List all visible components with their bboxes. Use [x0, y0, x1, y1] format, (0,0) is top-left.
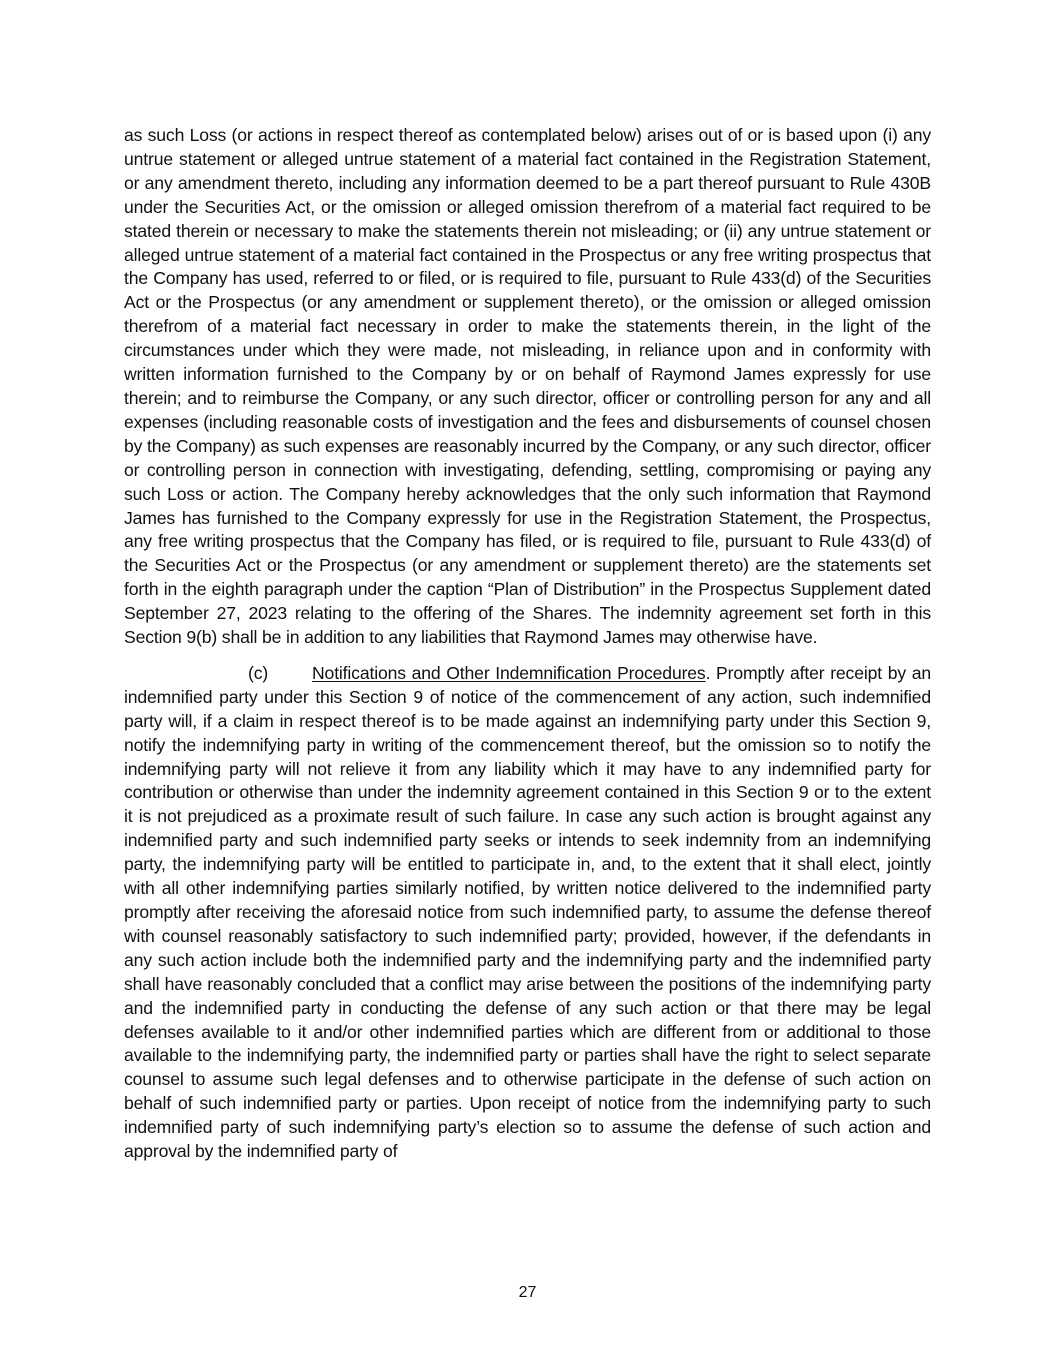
paragraph-indemnity-continuation: as such Loss (or actions in respect thereof as contemplated below) arises out of or is based upon (i) any untrue statement or alleged untrue statement of a material fact contained in the Registration Statement, or any amendment thereto, including any information deemed to be a part thereof pursuant to Rule 430B under the Securities Act, or the omission or alleged omission therefrom of a material fact required to be stated therein or necessary to make the statements therein not misleading; or (ii) any untrue statement or alleged untrue statement of a material fact contained in the Prospectus or any free writing prospectus that the Company has used, referred to or filed, or is required to file, pursuant to Rule 433(d) of the Securities Act or the Prospectus (or any amendment or supplement thereto), or the omission or alleged omission therefrom of a material fact necessary in order to make the statements therein, in the light of the circumstances under which they were made, not misleading, in reliance upon and in conformity with written information furnished to the Company by or on behalf of Raymond James expressly for use therein; and to reimburse the Company, or any such director, officer or controlling person for any and all expenses (including reasonable costs of investigation and the fees and disbursements of counsel chosen by the Company) as such expenses are reasonably incurred by the Company, or any such director, officer or controlling person in connection with investigating, defending, settling, compromising or paying any such Loss or action. The Company hereby acknowledges that the only such information that Raymond James has furnished to the Company expressly for use in the Registration Statement, the Prospectus, any free writing prospectus that the Company has filed, or is required to file, pursuant to Rule 433(d) of the Securities Act or the Prospectus (or any amendment or supplement thereto) are the statements set forth in the eighth paragraph under the caption “Plan of Distribution” in the Prospectus Supplement dated September 27, 2023 relating to the offering of the Shares. The indemnity agreement set forth in this Section 9(b) shall be in addition to any liabilities that Raymond James may otherwise have. — [124, 125, 931, 648]
section-c-label: (c) — [248, 662, 269, 683]
page-number: 27 — [518, 1284, 537, 1301]
section-c-body: . Promptly after receipt by an indemnified party under this Section 9 of notice of the commencement of any action, such indemnified party will, if a claim in respect thereof is to be made against an indemnifying party under this Section 9, notify the indemnifying party in writing of the commencement thereof, but the omission so to notify the indemnifying party will not relieve it from any liability which it may have to any indemnified party for contribution or otherwise than under the indemnity agreement contained in this Section 9 or to the extent it is not prejudiced as a proximate result of such failure. In case any such action is brought against any indemnified party and such indemnified party seeks or intends to seek indemnity from an indemnifying party, the indemnifying party will be entitled to participate in, and, to the extent that it shall elect, jointly with all other indemnifying parties similarly notified, by written notice delivered to the indemnified party promptly after receiving the aforesaid notice from such indemnified party, to assume the defense thereof with counsel reasonably satisfactory to such indemnified party; provided, however, if the defendants in any such action include both the indemnified party and the indemnifying party and the indemnified party shall have reasonably concluded that a conflict may arise between the positions of the indemnifying party and the indemnified party in conducting the defense of any such action or that there may be legal defenses available to it and/or other indemnified parties which are different from or additional to those available to the indemnifying party, the indemnified party or parties shall have the right to select separate counsel to assume such legal defenses and to otherwise participate in the defense of such action on behalf of such indemnified party or parties. Upon receipt of notice from the indemnifying party to such indemnified party of such indemnifying party’s election so to assume the defense of such action and approval by the indemnified party of — [124, 662, 932, 1162]
section-c-title: Notifications and Other Indemnification Procedures — [312, 662, 706, 683]
paragraph-section-c — [124, 662, 931, 1164]
document-page — [124, 124, 931, 1164]
